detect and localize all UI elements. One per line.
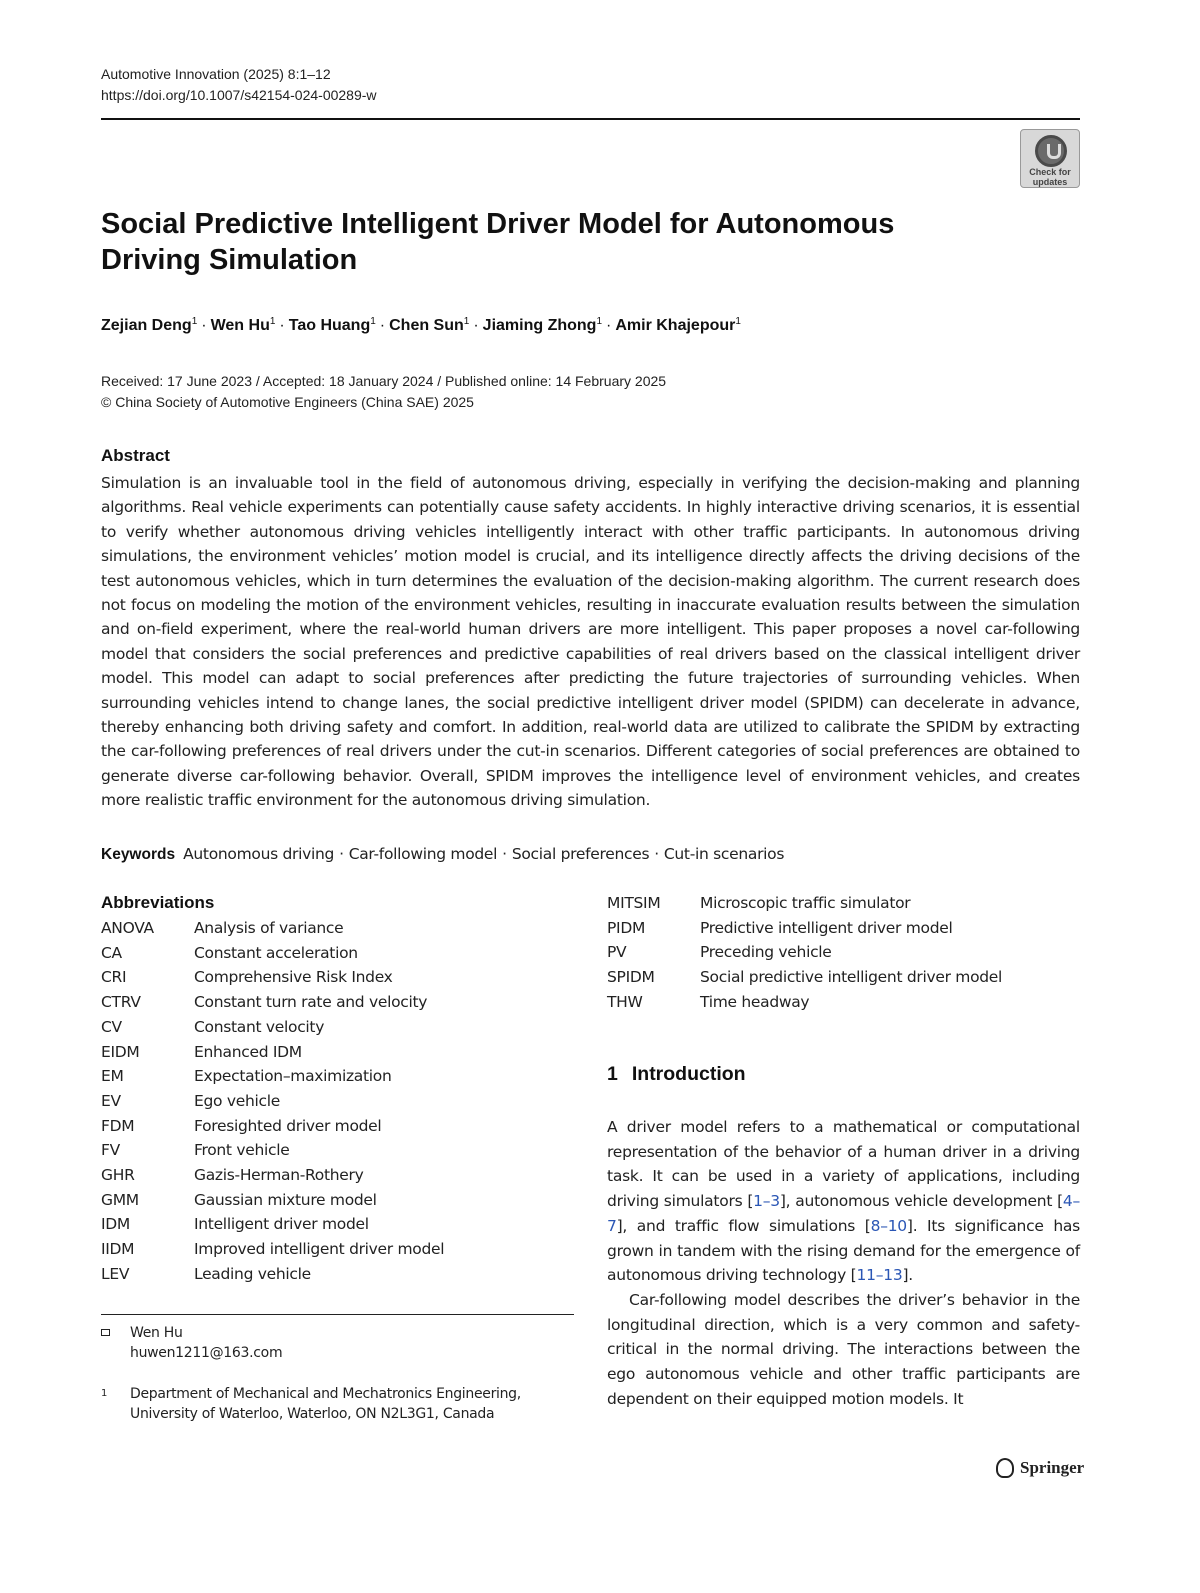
abbreviation-row <box>101 1015 444 1040</box>
abbreviation-row <box>101 1114 444 1139</box>
abbreviation-row <box>101 941 444 966</box>
citation-link[interactable]: 1–3 <box>753 1192 780 1211</box>
affiliation-superscript: 1 <box>191 316 198 327</box>
author-name[interactable]: Wen Hu <box>210 317 270 334</box>
received-line: Received: 17 June 2023 / Accepted: 18 January 2024 / Published online: 14 February 2025 <box>101 373 667 389</box>
keywords <box>101 843 784 866</box>
abbreviation-definition: Constant turn rate and velocity <box>194 993 428 1012</box>
author-name[interactable]: Tao Huang <box>288 317 371 334</box>
keyword: Social preferences <box>511 845 650 863</box>
abbreviation-row <box>607 916 1002 941</box>
springer-horse-icon <box>996 1458 1014 1478</box>
abbreviation-definition: Analysis of variance <box>194 919 344 937</box>
abbreviation-definition: Social predictive intelligent driver model <box>700 968 1003 987</box>
abbreviation-row <box>607 965 1002 990</box>
citation-link[interactable]: 11–13 <box>856 1266 903 1285</box>
abbreviation-row <box>101 1262 444 1287</box>
abbreviation-term: MITSIM <box>607 894 661 912</box>
abbreviation-row <box>101 1237 444 1262</box>
keyword: Autonomous driving <box>183 845 335 863</box>
abbreviation-definition: Comprehensive Risk Index <box>194 968 393 987</box>
keyword-separator: · <box>339 845 344 863</box>
abbreviation-definition: Foresighted driver model <box>194 1116 382 1135</box>
abbreviation-term: EV <box>101 1091 121 1110</box>
abbreviation-row <box>101 1089 444 1114</box>
abbreviations-list-right <box>607 891 1002 1015</box>
abbreviation-definition: Time headway <box>700 992 810 1011</box>
keyword-separator: · <box>654 845 659 863</box>
abbreviation-term: FV <box>101 1141 120 1160</box>
check-for-updates-badge[interactable] <box>1020 129 1080 188</box>
abbreviation-definition: Predictive intelligent driver model <box>700 918 953 937</box>
abbreviation-term: PIDM <box>607 918 646 937</box>
abbreviation-definition: Expectation–maximization <box>194 1067 392 1086</box>
author-list <box>101 311 741 337</box>
abbreviation-definition: Front vehicle <box>194 1141 290 1160</box>
section-heading <box>607 1063 746 1086</box>
abbreviation-term: CTRV <box>101 993 141 1012</box>
abbreviation-term: PV <box>607 943 627 962</box>
abbreviation-row <box>607 891 1002 916</box>
abbreviation-term: SPIDM <box>607 968 655 987</box>
abbreviation-row <box>607 990 1002 1015</box>
abbreviation-definition: Leading vehicle <box>194 1264 311 1283</box>
abstract-text: Simulation is an invaluable tool in the field of autonomous driving, especially in verifying the decision-making and planning algorithms. Real vehicle experiments can potentially cause safety accidents. In highly interactive driving scenarios, it is essential to verify whether autonomous driving vehicles intelligently interact with other traffic participants. In autonomous driving simulations, the environment vehicles’ motion model is crucial, and its intelligence directly affects the driving decisions of the test autonomous vehicles, which in turn determines the evaluation of the decision-making algorithm. The current research does not focus on modeling the motion of the environment vehicles, resulting in inaccurate evaluation results between the simulation and on-field experiment, where the real-world human drivers are more intelligent. This paper proposes a novel car-following model that considers the social preferences and predictive capabilities of real drivers based on the classical intelligent driver model. This model can adapt to social preferences after predicting the future trajectories of surrounding vehicles. When surrounding vehicles intend to change lanes, the social predictive intelligent driver model (SPIDM) can decelerate in advance, thereby enhancing both driving safety and comfort. In addition, real-world data are utilized to calibrate the SPIDM by extracting the car-following preferences of real drivers under the cut-in scenarios. Different categories of social preferences are obtained to generate diverse car-following behavior. Overall, SPIDM improves the intelligence level of environment vehicles, and creates more realistic traffic environment for the autonomous driving simulation. <box>101 474 1080 810</box>
abbreviation-definition: Ego vehicle <box>194 1091 280 1110</box>
author-separator: · <box>379 317 386 334</box>
abstract-heading: Abstract <box>101 446 170 465</box>
affiliation <box>101 1384 581 1424</box>
author-name[interactable]: Jiaming Zhong <box>482 317 597 334</box>
keyword: Cut-in scenarios <box>663 845 785 863</box>
affiliation-line-2: University of Waterloo, Waterloo, ON N2L3G1, Canada <box>130 1406 495 1422</box>
abbreviation-definition: Constant acceleration <box>194 943 358 962</box>
citation-link[interactable]: 4–7 <box>607 1192 1080 1235</box>
journal-header <box>101 64 377 106</box>
abbreviation-row <box>101 965 444 990</box>
affiliation-line-1: Department of Mechanical and Mechatronics Engineering, <box>130 1386 521 1402</box>
footnote-rule <box>101 1314 574 1315</box>
affiliation-superscript: 1 <box>370 316 376 327</box>
abbreviation-definition: Gaussian mixture model <box>194 1190 377 1209</box>
abbreviations-heading: Abbreviations <box>101 893 215 912</box>
keywords-label: Keywords <box>101 846 176 863</box>
abbreviation-row <box>101 916 444 941</box>
abbreviation-row <box>101 990 444 1015</box>
abbreviation-row <box>101 1163 444 1188</box>
doi-link[interactable]: https://doi.org/10.1007/s42154-024-00289-w <box>101 87 377 103</box>
section-number: 1 <box>607 1063 618 1085</box>
abbreviation-row <box>101 1040 444 1065</box>
abbreviation-definition: Microscopic traffic simulator <box>700 894 911 912</box>
paper-title: Social Predictive Intelligent Driver Model for Autonomous Driving Simulation <box>101 208 895 276</box>
contact-email[interactable]: huwen1211@163.com <box>130 1345 283 1361</box>
abbreviation-row <box>101 1212 444 1237</box>
affiliation-superscript: 1 <box>463 316 470 327</box>
abbreviation-term: EIDM <box>101 1042 140 1061</box>
abbreviation-definition: Constant velocity <box>194 1017 325 1036</box>
affiliation-superscript: 1 <box>735 316 741 327</box>
check-for-updates-icon <box>1035 135 1067 167</box>
affiliation-mark: 1 <box>101 1388 108 1399</box>
abbreviation-row <box>101 1064 444 1089</box>
header-rule <box>101 118 1080 120</box>
abbreviation-term: IIDM <box>101 1240 135 1259</box>
author-name[interactable]: Amir Khajepour <box>615 317 736 334</box>
section-title: Introduction <box>631 1063 746 1085</box>
journal-citation: Automotive Innovation (2025) 8:1–12 <box>101 66 331 82</box>
copyright-line: © China Society of Automotive Engineers (China SAE) 2025 <box>101 394 474 410</box>
keyword: Car-following model <box>348 845 498 863</box>
author-separator: · <box>473 317 479 334</box>
publisher-name: Springer <box>1020 1458 1085 1477</box>
abbreviation-term: GHR <box>101 1166 135 1185</box>
intro-paragraph-2: Car-following model describes the driver’s behavior in the longitudinal direction, which is a very common and safety-critical in the normal driving. The interactions between the ego autonomous vehicle and other traffic participants are dependent on their equipped motion models. It <box>607 1290 1080 1408</box>
abbreviation-row <box>101 1188 444 1213</box>
abbreviation-row <box>607 940 1002 965</box>
abbreviation-definition: Improved intelligent driver model <box>194 1240 445 1259</box>
affiliation-superscript: 1 <box>596 316 603 327</box>
abbreviation-term: CV <box>101 1017 122 1036</box>
abbreviation-term: LEV <box>101 1264 130 1283</box>
abbreviation-term: THW <box>607 992 643 1011</box>
publication-dates <box>101 371 666 413</box>
corresponding-author <box>101 1323 581 1363</box>
abbreviation-definition: Intelligent driver model <box>194 1215 369 1234</box>
publisher-logo <box>996 1458 1084 1478</box>
abbreviation-term: CA <box>101 943 122 962</box>
author-separator: · <box>606 317 612 334</box>
citation-link[interactable]: 8–10 <box>870 1216 907 1235</box>
keyword-separator: · <box>502 845 507 863</box>
abbreviation-term: EM <box>101 1067 124 1086</box>
abbreviation-definition: Gazis-Herman-Rothery <box>194 1166 364 1185</box>
author-name[interactable]: Chen Sun <box>389 317 464 334</box>
author-separator: · <box>201 317 207 334</box>
abbreviation-term: CRI <box>101 968 127 987</box>
introduction-text <box>607 1115 1080 1411</box>
abbreviation-term: GMM <box>101 1190 139 1209</box>
abbreviations-list-left <box>101 916 444 1287</box>
abbreviation-definition: Preceding vehicle <box>700 943 832 962</box>
contact-name: Wen Hu <box>130 1325 183 1341</box>
envelope-icon <box>101 1329 110 1336</box>
abbreviation-term: ANOVA <box>101 919 154 937</box>
abbreviation-row <box>101 1138 444 1163</box>
abbreviation-term: FDM <box>101 1116 135 1135</box>
abbreviation-term: IDM <box>101 1215 130 1234</box>
affiliation-superscript: 1 <box>269 316 276 327</box>
check-for-updates-text: Check for updates <box>1029 167 1071 187</box>
intro-paragraph-1: A driver model refers to a mathematical or computational representation of the behavior of a human driver in a driving task. It can be used in a variety of applications, including driving simulators [1–3], autonomous vehicle development [4–7], and traffic flow simulations [8–10]. Its significance has grown in tandem with the rising demand for the emergence of autonomous driving technology [11–13]. <box>607 1118 1080 1285</box>
abbreviation-definition: Enhanced IDM <box>194 1042 302 1061</box>
author-separator: · <box>279 317 285 334</box>
keywords-list <box>183 845 784 863</box>
author-name[interactable]: Zejian Deng <box>101 317 192 334</box>
